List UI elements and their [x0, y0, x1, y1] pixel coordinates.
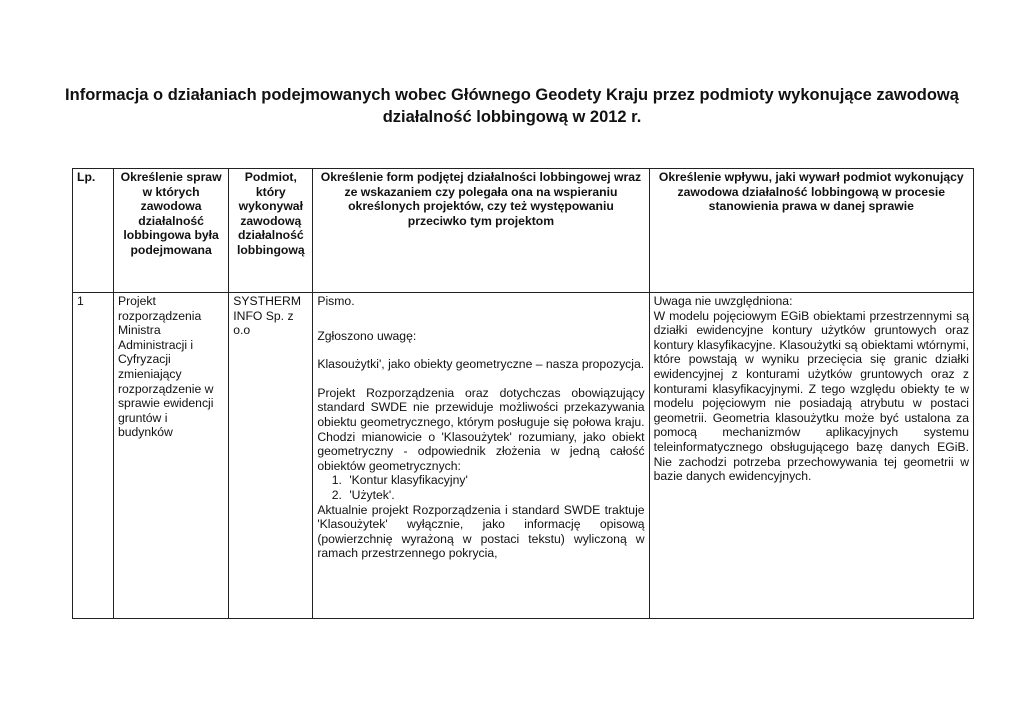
cell-forma — [313, 293, 649, 619]
header-formy: Określenie form podjętej działalności lobbingowej wraz ze wskazaniem czy polegała ona na wspieraniu określonych projektów, czy też występowaniu przeciwko tym projektom — [313, 169, 649, 293]
document-title: Informacja o działaniach podejmowanych wobec Głównego Geodety Kraju przez podmioty wykonujące zawodową działalność lobbingową w 2012 r. — [65, 86, 959, 126]
lobbying-table — [72, 168, 974, 619]
header-lp: Lp. — [73, 169, 114, 293]
forma-aktualnie: Aktualnie projekt Rozporządzenia i standard SWDE traktuje 'Klasoużytek' wyłącznie, jako informację opisową (powierzchnię wyrażoną w postaci tekstu) wyliczoną w ramach przestrzennego pokrycia, — [317, 502, 645, 561]
forma-lista-obiektow — [317, 473, 644, 502]
cell-lp: 1 — [73, 293, 114, 619]
wplyw-status: Uwaga nie uwzględniona: — [653, 294, 793, 308]
forma-propozycja: Klasoużytki', jako obiekty geometryczne – nasza propozycja. — [317, 357, 645, 372]
header-podmiot: Podmiot, który wykonywał zawodową działalność lobbingową — [229, 169, 313, 293]
header-wplyw: Określenie wpływu, jaki wywarł podmiot wykonujący zawodowa działalność lobbingową w procesie stanowienia prawa w danej sprawie — [649, 169, 973, 293]
header-sprawy: Określenie spraw w których zawodowa działalność lobbingowa była podejmowana — [113, 169, 228, 293]
forma-pismo: Pismo. — [317, 294, 355, 308]
forma-projekt-opis: Projekt Rozporządzenia oraz dotychczas obowiązujący standard SWDE nie przewiduje możliwości przekazywania obiektu geometrycznego, którym posługuje się połowa kraju. Chodzi mianowicie o 'Klasoużytek' rozumiany, jako obiekt geometryczny - odpowiednik złożenia w jedną całość obiektów geometrycznych: — [317, 385, 645, 473]
list-item: 1. 'Kontur klasyfikacyjny' — [345, 473, 644, 488]
wplyw-uzasadnienie: W modelu pojęciowym EGiB obiektami przestrzennymi są działki ewidencyjne kontury użytków gruntowych oraz kontury klasyfikacyjne. Klasoużytki są obiektami wtórnymi, które powstają w wyniku przecięcia się granic działki ewidencyjnej z konturami użytków gruntowych oraz z konturami klasyfikacyjnymi. Z tego względu obiekty te w modelu pojęciowym nie posiadają atrybutu w postaci geometrii. Geometria klasoużytku może być ustalona za pomocą mechanizmów aplikacyjnych systemu teleinformatycznego obsługującego bazę danych EGiB. Nie zachodzi potrzeba przechowywania tej geometrii w bazie danych ewidencyjnych. — [653, 308, 969, 484]
list-item: 2. 'Użytek'. — [345, 488, 644, 503]
forma-zgloszono: Zgłoszono uwagę: — [317, 328, 417, 343]
table-row — [73, 293, 974, 619]
cell-podmiot: SYSTHERM INFO Sp. z o.o — [229, 293, 313, 619]
cell-sprawa: Projekt rozporządzenia Ministra Administracji i Cyfryzacji zmieniający rozporządzenie w sprawie ewidencji gruntów i budynków — [113, 293, 228, 619]
table-header-row — [73, 169, 974, 293]
cell-wplyw — [649, 293, 973, 619]
